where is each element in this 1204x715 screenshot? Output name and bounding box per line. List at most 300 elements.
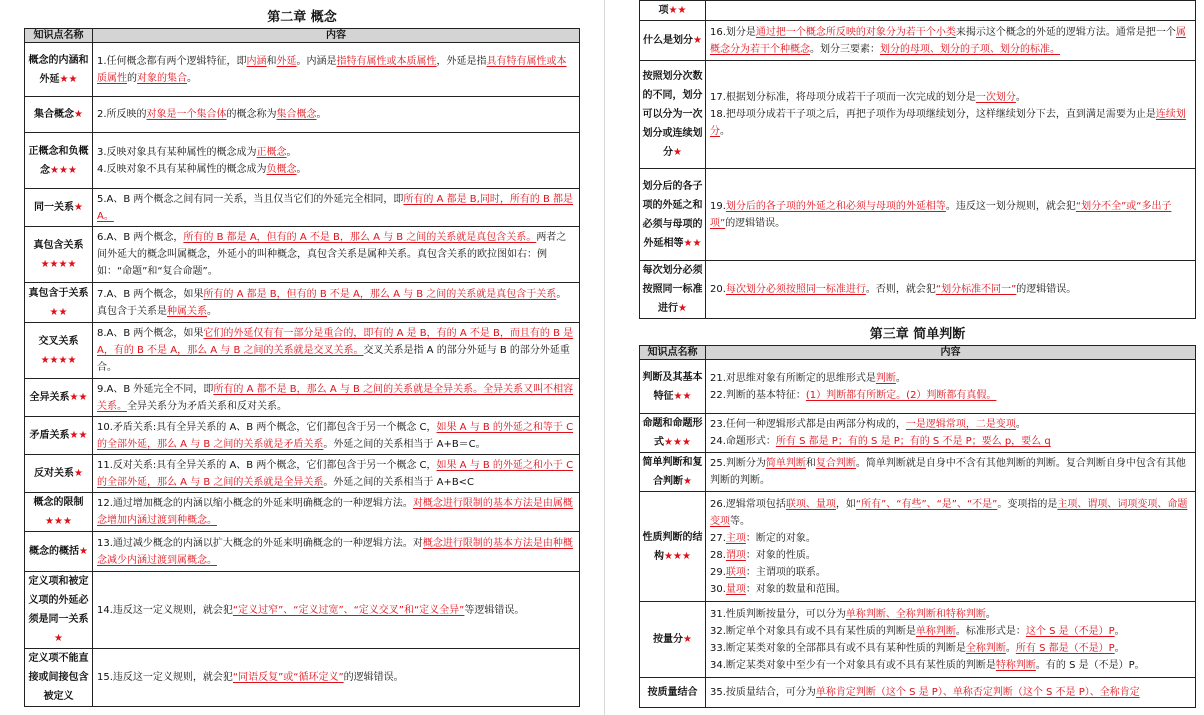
knowledge-content: [93, 455, 580, 493]
knowledge-content: [706, 602, 1196, 678]
name-text: 同一关系: [34, 202, 75, 213]
key-point-underlined: 所有的 A 都不是 B，那么 A 与 B 之间的关系就是全异关系。全异关系又叫不相容关系。: [97, 383, 574, 412]
right-page: [639, 0, 1196, 708]
name-text: 概念的限制: [33, 497, 84, 508]
knowledge-point-name: [25, 417, 93, 455]
content-paragraph: [710, 530, 1191, 547]
content-text: ：对象的性质。: [745, 549, 816, 561]
key-point-underlined: 所有 S 都是（不是）P: [1015, 642, 1115, 654]
key-point-underlined: 所有的 B 都是 A，但有的 A 不是 B，那么 A 与 B 之间的关系就是真包含关系。: [183, 232, 537, 243]
key-point-underlined: 划分后的各子项的外延之和必须与母项的外延相等: [725, 200, 946, 212]
importance-stars: ★: [683, 476, 692, 487]
importance-stars: ★: [74, 202, 83, 213]
knowledge-point-name: [25, 323, 93, 379]
content-text: 。: [1015, 419, 1026, 430]
key-point-underlined: 全称判断: [965, 642, 1006, 654]
content-paragraph: [97, 535, 575, 569]
name-text: 定义项和被定义项的外延必须是同一关系: [28, 576, 89, 625]
content-text: ，外延是指: [436, 55, 487, 67]
content-paragraph: [97, 419, 575, 453]
table-row: [25, 572, 580, 649]
table-row: [640, 61, 1196, 169]
content-text: 和: [266, 55, 277, 67]
name-text: 真包含关系: [33, 239, 84, 251]
content-text: 24.命题形式：: [710, 436, 776, 447]
importance-stars: ★: [678, 303, 687, 314]
knowledge-content: [706, 360, 1196, 414]
knowledge-content: [706, 414, 1196, 453]
table-row: [25, 379, 580, 417]
key-point-underlined: 所有 S 都是 P；有的 S 是 P；有的 S 不是 P；要么 p，要么 q: [775, 436, 1051, 447]
content-paragraph: [710, 564, 1191, 581]
content-paragraph: [710, 581, 1191, 598]
key-point-underlined: 特称判断: [995, 659, 1036, 671]
knowledge-content: [93, 97, 580, 133]
content-text: 18.把母项分成若干子项之后，再把子项作为母项继续划分，这样继续划分下去，直到满足需要为止是: [710, 109, 1156, 120]
content-text: 6.A、B 两个概念，: [97, 232, 184, 243]
name-text: 全异关系: [29, 392, 70, 403]
content-text: 21.对思维对象有所断定的思维形式是: [710, 372, 876, 384]
content-text: 34.断定某类对象中至少有一个对象具有或不具有某性质的判断是: [710, 659, 996, 671]
content-text: 12.通过增加概念的内涵以缩小概念的外延来明确概念的一种逻辑方法。: [97, 498, 413, 509]
importance-stars: ★★★: [664, 437, 691, 448]
knowledge-content: [706, 1, 1196, 21]
content-text: 14.违反这一定义规则，就会犯: [97, 604, 233, 616]
content-paragraph: [710, 455, 1191, 489]
content-text: 9.A、B 外延完全不同，即: [97, 383, 214, 395]
table-row: [25, 43, 580, 97]
importance-stars: ★: [69, 392, 79, 403]
content-text: 10.矛盾关系:具有全异关系的 A、B 两个概念，它们都包含于另一个概念 C，: [97, 421, 437, 433]
importance-stars: ★★: [683, 237, 702, 249]
content-text: 交叉关系是指 A 的部分外延与 B 的部分外延重合。: [97, 345, 570, 373]
key-point-underlined: 外延: [276, 55, 297, 67]
key-point-underlined: 如果 A 与 B 的外延之和小于 C 的全部外延，那么 A 与 B 之间的关系就是全异关系: [97, 459, 574, 488]
content-paragraph: [97, 495, 575, 529]
content-paragraph: [710, 684, 1191, 701]
knowledge-content: [93, 283, 580, 323]
knowledge-content: [93, 189, 580, 227]
knowledge-table: [24, 28, 580, 707]
importance-stars: ★★: [49, 306, 68, 318]
knowledge-point-name: [640, 261, 706, 319]
key-point-underlined: 负概念: [266, 163, 297, 175]
knowledge-point-name: [640, 21, 706, 61]
knowledge-point-name: [25, 133, 93, 189]
key-point-underlined: 量项: [725, 583, 746, 595]
key-point-underlined: “所有”、“有些”、“是”、“不是”: [855, 498, 998, 510]
content-paragraph: [97, 325, 575, 376]
content-text: 22.判断的基本特征：: [710, 389, 806, 401]
content-text: 8.A、B 两个概念，如果: [97, 328, 204, 339]
knowledge-content: [93, 133, 580, 189]
knowledge-content: [706, 169, 1196, 261]
content-paragraph: [710, 387, 1191, 404]
knowledge-content: [93, 417, 580, 455]
content-paragraph: [710, 416, 1191, 433]
knowledge-point-name: [25, 379, 93, 417]
content-text: 。: [1114, 625, 1125, 637]
name-text: 按照划分次数的不同，划分可以分为一次划分或连续划分: [642, 71, 703, 158]
knowledge-content: [93, 649, 580, 707]
importance-stars: ★: [74, 468, 83, 479]
importance-stars: ★★★★: [40, 258, 77, 270]
content-paragraph: [710, 370, 1191, 387]
knowledge-point-name: [25, 649, 93, 707]
knowledge-content: [706, 453, 1196, 492]
knowledge-content: [706, 61, 1196, 169]
knowledge-point-name: [640, 602, 706, 678]
key-point-underlined: “定义过窄”、“定义过宽”、“定义交叉”和“定义全异”: [232, 604, 465, 616]
key-point-underlined: 联项: [725, 566, 746, 578]
key-point-underlined: 概念进行限制的基本方法是由种概念减少内涵过渡到属概念。: [97, 537, 573, 566]
key-point-underlined: 属概念分为若干个种概念: [710, 26, 1186, 55]
name-text: 矛盾关系: [29, 430, 70, 441]
key-point-underlined: (1）判断都有所断定。(2）判断都有真假。: [805, 389, 997, 401]
content-text: ：主谓项的联系。: [745, 566, 826, 578]
table-row: [640, 169, 1196, 261]
key-point-underlined: “划分不全”或“多出子项”: [710, 200, 1172, 229]
table-row: [25, 227, 580, 283]
knowledge-point-name: [640, 169, 706, 261]
table-body: [640, 1, 1196, 319]
key-point-underlined: 连续划分: [710, 109, 1186, 137]
left-page: [24, 0, 580, 707]
content-paragraph: [710, 547, 1191, 564]
content-text: 4.反映对象不具有某种属性的概念成为: [97, 163, 267, 175]
content-text: 。外延之间的关系相当于 A+B＝C。: [323, 438, 486, 450]
key-point-underlined: 主项: [725, 532, 746, 544]
content-text: 。: [316, 109, 327, 120]
content-text: ：断定的对象。: [745, 532, 816, 544]
content-paragraph: [710, 657, 1191, 674]
key-point-underlined: 划分的母项、划分的子项、划分的标准。: [880, 43, 1060, 55]
content-text: 。划分三要素：: [810, 43, 880, 55]
content-paragraph: [710, 106, 1191, 140]
content-text: 。: [985, 608, 996, 620]
content-text: 的概念称为: [226, 109, 277, 120]
content-text: 16.划分是: [710, 26, 756, 38]
continued-table: [639, 0, 1196, 319]
content-text: 。: [187, 72, 197, 84]
table-row: [25, 283, 580, 323]
key-point-underlined: 所有的 A 都是 B，但有的 B 不是 A，那么 A 与 B 之间的关系就是真包含于关系: [203, 288, 557, 300]
content-paragraph: [710, 496, 1191, 530]
content-text: 。: [1005, 642, 1016, 654]
content-paragraph: [710, 281, 1191, 298]
importance-stars: ★★: [59, 73, 78, 85]
content-paragraph: [97, 191, 575, 225]
content-text: 23.任何一种逻辑形式都是由两部分构成的，: [710, 419, 906, 430]
knowledge-point-name: [640, 61, 706, 169]
key-point-underlined: 联项、量项: [785, 498, 836, 510]
key-point-underlined: 通过把一个概念所反映的对象分为若干个小类: [755, 26, 956, 38]
knowledge-content: [706, 678, 1196, 708]
content-text: 30.: [710, 583, 726, 595]
content-text: 。: [1015, 92, 1026, 103]
knowledge-content: [93, 532, 580, 572]
content-text: 。外延之间的关系相当于 A+B<C: [323, 476, 475, 488]
name-text: 判断及其基本特征: [642, 371, 703, 402]
knowledge-point-name: [640, 453, 706, 492]
content-text: 。: [895, 372, 906, 384]
table-row: [25, 493, 580, 532]
content-paragraph: [710, 640, 1191, 657]
knowledge-content: [93, 572, 580, 649]
content-paragraph: [97, 53, 575, 87]
content-text: 。真包含于关系是: [97, 288, 567, 317]
content-text: 。简单判断就是自身中不含有其他判断的判断。复合判断自身中包含有其他判断的判断。: [710, 458, 1186, 486]
knowledge-point-name: [640, 1, 706, 21]
content-text: 28.: [710, 549, 726, 561]
content-text: 35.按质量结合，可分为: [710, 687, 816, 698]
table-row: [640, 453, 1196, 492]
content-text: 7.A、B 两个概念，如果: [97, 288, 204, 300]
knowledge-point-name: [25, 283, 93, 323]
knowledge-point-name: [640, 678, 706, 708]
key-point-underlined: “同语反复”或“循环定义”: [232, 672, 344, 683]
content-text: 的逻辑错误。: [343, 672, 404, 683]
knowledge-point-name: [25, 532, 93, 572]
content-text: 等。: [730, 515, 750, 527]
knowledge-content: [706, 261, 1196, 319]
name-text: 性质判断的结构: [642, 531, 703, 562]
importance-stars: ★★★: [45, 516, 72, 527]
content-paragraph: [97, 161, 575, 178]
key-point-underlined: 复合判断: [815, 458, 856, 469]
key-point-underlined: 简单判断: [765, 458, 806, 469]
content-text: 20.: [710, 284, 726, 295]
name-text: 交叉关系: [38, 335, 79, 347]
knowledge-point-name: [640, 492, 706, 602]
knowledge-point-name: [640, 414, 706, 453]
content-text: 33.断定某类对象的全部都具有或不具有某种性质的判断是: [710, 642, 966, 654]
table-row: [25, 455, 580, 493]
name-text: 集合概念: [34, 109, 75, 120]
key-point-underlined: “划分标准不同一”: [935, 284, 1017, 295]
name-text: 正概念和负概念: [28, 145, 89, 176]
key-point-underlined: 所有的 A 都是 B,同时，所有的 B 都是 A。: [97, 193, 574, 222]
content-paragraph: [710, 89, 1191, 106]
key-point-underlined: 内涵: [246, 55, 267, 67]
knowledge-content: [93, 227, 580, 283]
content-text: 等逻辑错误。: [464, 604, 525, 616]
content-text: 。: [1114, 642, 1125, 654]
table-row: [25, 97, 580, 133]
key-point-underlined: 对概念进行限制的基本方法是由属概念增加内涵过渡到种概念。: [97, 498, 573, 526]
content-text: 。变项指的是: [997, 498, 1058, 510]
importance-stars: ★: [79, 546, 88, 557]
key-point-underlined: 如果 A 与 B 的外延之和等于 C 的全部外延，那么 A 与 B 之间的关系就是矛盾关系: [97, 421, 574, 450]
table-row: [25, 133, 580, 189]
content-paragraph: [97, 106, 575, 123]
knowledge-point-name: [25, 455, 93, 493]
content-text: 的逻辑错误。: [1016, 284, 1077, 295]
knowledge-point-name: [25, 572, 93, 649]
content-text: 。内涵是: [296, 55, 337, 67]
key-point-underlined: 判断: [875, 372, 896, 384]
content-text: 29.: [710, 566, 726, 578]
content-text: 。标准形式是：: [955, 625, 1026, 637]
key-point-underlined: 主项、谓项、词项变项、命题变项: [710, 498, 1188, 527]
content-text: 。: [296, 163, 307, 175]
key-point-underlined: 它们的外延仅有有一部分是重合的，即有的 A 是 B，有的 A 不是 B，而且有的 B 是 A，有的 B 不是 A，那么 A 与 B 之间的关系就是交叉关系。: [97, 328, 574, 356]
header-name: 知识点名称: [25, 29, 93, 43]
content-paragraph: [710, 24, 1191, 58]
table-row: [25, 417, 580, 455]
table-body: [640, 360, 1196, 708]
knowledge-content: [706, 21, 1196, 61]
table-row: [640, 414, 1196, 453]
content-text: ，如: [835, 498, 856, 510]
chapter-title: 第三章 简单判断: [869, 327, 966, 342]
content-text: 25.判断分为: [710, 458, 766, 469]
content-text: 26.逻辑常项包括: [710, 498, 786, 510]
name-text: 什么是划分: [643, 35, 694, 46]
importance-stars: ★★: [69, 430, 88, 441]
name-text: 简单判断和复合判断: [642, 457, 703, 487]
content-text: 32.断定单个对象具有或不具有某性质的判断是: [710, 625, 916, 637]
name-text: 概念的内涵和外延: [28, 54, 89, 85]
knowledge-table: [639, 345, 1196, 708]
content-text: 。: [286, 146, 297, 158]
key-point-underlined: 对象的集合: [137, 72, 187, 84]
knowledge-content: [93, 323, 580, 379]
content-text: 2.所反映的: [97, 109, 147, 120]
content-text: 31.性质判断按量分，可以分为: [710, 608, 846, 620]
name-text: 划分后的各子项的外延之和必须与母项的外延相等: [642, 180, 703, 249]
content-paragraph: [710, 606, 1191, 623]
content-text: 两者之间外延大的概念叫属概念，外延小的叫种概念，真包含关系是属种关系。真包含关系的欧拉图如右：例如：“命题”和“复合命题”。: [97, 232, 567, 277]
importance-stars: ★★★: [50, 164, 77, 176]
content-paragraph: [97, 457, 575, 491]
importance-stars: ★★: [668, 5, 687, 16]
page-gutter: [604, 0, 605, 715]
table-header-row: [25, 29, 580, 43]
key-point-underlined: 这个 S 是（不是）P: [1025, 625, 1115, 637]
table-row: [640, 1, 1196, 21]
table-row: [25, 189, 580, 227]
name-text: 真包含于关系: [28, 287, 89, 299]
key-point-underlined: 每次划分必须按照同一标准进行: [725, 284, 866, 295]
key-point-underlined: 单称肯定判断（这个 S 是 P）、单称否定判断（这个 S 不是 P）、全称肯定: [815, 687, 1140, 698]
table-row: [640, 360, 1196, 414]
key-point-underlined: 具有特有属性或本质属性: [97, 55, 567, 84]
content-text: 27.: [710, 532, 726, 544]
content-text: 的: [127, 72, 137, 84]
table-row: [25, 649, 580, 707]
table-row: [640, 678, 1196, 708]
name-text: 定义项不能直接或间接包含被定义: [28, 653, 89, 702]
importance-stars: ★★: [673, 390, 692, 402]
header-content: 内容: [706, 346, 1196, 360]
content-text: 的逻辑错误。: [725, 217, 786, 229]
key-point-underlined: 谓项: [725, 549, 746, 561]
key-point-underlined: 单称判断: [915, 625, 956, 637]
importance-stars: ★: [693, 35, 702, 46]
name-text: 命题和命题形式: [642, 418, 703, 448]
name-text: 概念的概括: [29, 546, 80, 557]
content-text: ：对象的数量和范围。: [745, 583, 846, 595]
content-paragraph: [97, 229, 575, 280]
content-text: 5.A、B 两个概念之间有同一关系，当且仅当它们的外延完全相同，即: [97, 193, 404, 205]
content-paragraph: [97, 286, 575, 320]
content-text: 1.任何概念都有两个逻辑特征，即: [97, 55, 247, 67]
content-text: 。: [207, 305, 217, 317]
table-row: [25, 323, 580, 379]
table-header-row: [640, 346, 1196, 360]
content-text: 来揭示这个概念的外延的逻辑方法。通常是把一个: [955, 26, 1176, 38]
importance-stars: ★★★: [664, 550, 691, 562]
content-paragraph: [97, 144, 575, 161]
header-name: 知识点名称: [640, 346, 706, 360]
key-point-underlined: 一是逻辑常项，二是变项: [905, 419, 1016, 430]
content-text: 。: [720, 126, 730, 137]
table-row: [640, 261, 1196, 319]
knowledge-point-name: [25, 227, 93, 283]
key-point-underlined: 一次划分: [975, 92, 1016, 103]
content-text: 19.: [710, 200, 726, 212]
key-point-underlined: 正概念: [256, 146, 287, 158]
importance-stars: ★: [78, 392, 88, 403]
importance-stars: ★: [673, 147, 682, 158]
content-text: 和: [805, 458, 816, 469]
name-text: 项: [658, 5, 669, 16]
knowledge-point-name: [25, 43, 93, 97]
header-content: 内容: [93, 29, 580, 43]
knowledge-point-name: [25, 97, 93, 133]
importance-stars: ★★★★: [40, 354, 77, 366]
table-row: [640, 492, 1196, 602]
content-text: 13.通过减少概念的内涵以扩大概念的外延来明确概念的一种逻辑方法。对: [97, 537, 423, 549]
name-text: 按量分: [653, 634, 684, 645]
content-paragraph: [710, 198, 1191, 232]
knowledge-point-name: [640, 360, 706, 414]
name-text: 每次划分必须按照同一标准进行: [642, 265, 703, 314]
content-text: 3.反映对象具有某种属性的概念成为: [97, 146, 257, 158]
content-text: 11.反对关系:具有全异关系的 A、B 两个概念，它们都包含于另一个概念 C，: [97, 459, 437, 471]
content-paragraph: [97, 602, 575, 619]
content-text: 。否则，就会犯: [865, 284, 936, 295]
content-text: 17.根据划分标准，将母项分成若干子项而一次完成的划分是: [710, 92, 976, 103]
table-row: [25, 532, 580, 572]
content-paragraph: [97, 669, 575, 686]
content-text: 15.违反这一定义规则，就会犯: [97, 672, 233, 683]
knowledge-content: [93, 43, 580, 97]
knowledge-content: [93, 379, 580, 417]
table-body: [25, 43, 580, 707]
content-paragraph: [710, 433, 1191, 450]
key-point-underlined: 指特有属性或本质属性: [336, 55, 437, 67]
knowledge-content: [93, 493, 580, 532]
table-row: [640, 21, 1196, 61]
key-point-underlined: 种属关系: [167, 305, 207, 317]
content-text: 。有的 S 是（不是）P。: [1035, 659, 1145, 671]
content-text: 全异关系分为矛盾关系和反对关系。: [127, 400, 287, 412]
name-text: 按质量结合: [647, 687, 698, 698]
chapter-title: 第二章 概念: [267, 10, 337, 25]
importance-stars: ★: [54, 633, 63, 644]
content-text: 。违反这一划分规则，就会犯: [945, 200, 1076, 212]
content-paragraph: [710, 623, 1191, 640]
knowledge-point-name: [25, 493, 93, 532]
key-point-underlined: 单称判断、全称判断和特称判断: [845, 608, 986, 620]
knowledge-content: [706, 492, 1196, 602]
name-text: 反对关系: [34, 468, 75, 479]
table-row: [640, 602, 1196, 678]
importance-stars: ★: [74, 109, 83, 120]
knowledge-point-name: [25, 189, 93, 227]
